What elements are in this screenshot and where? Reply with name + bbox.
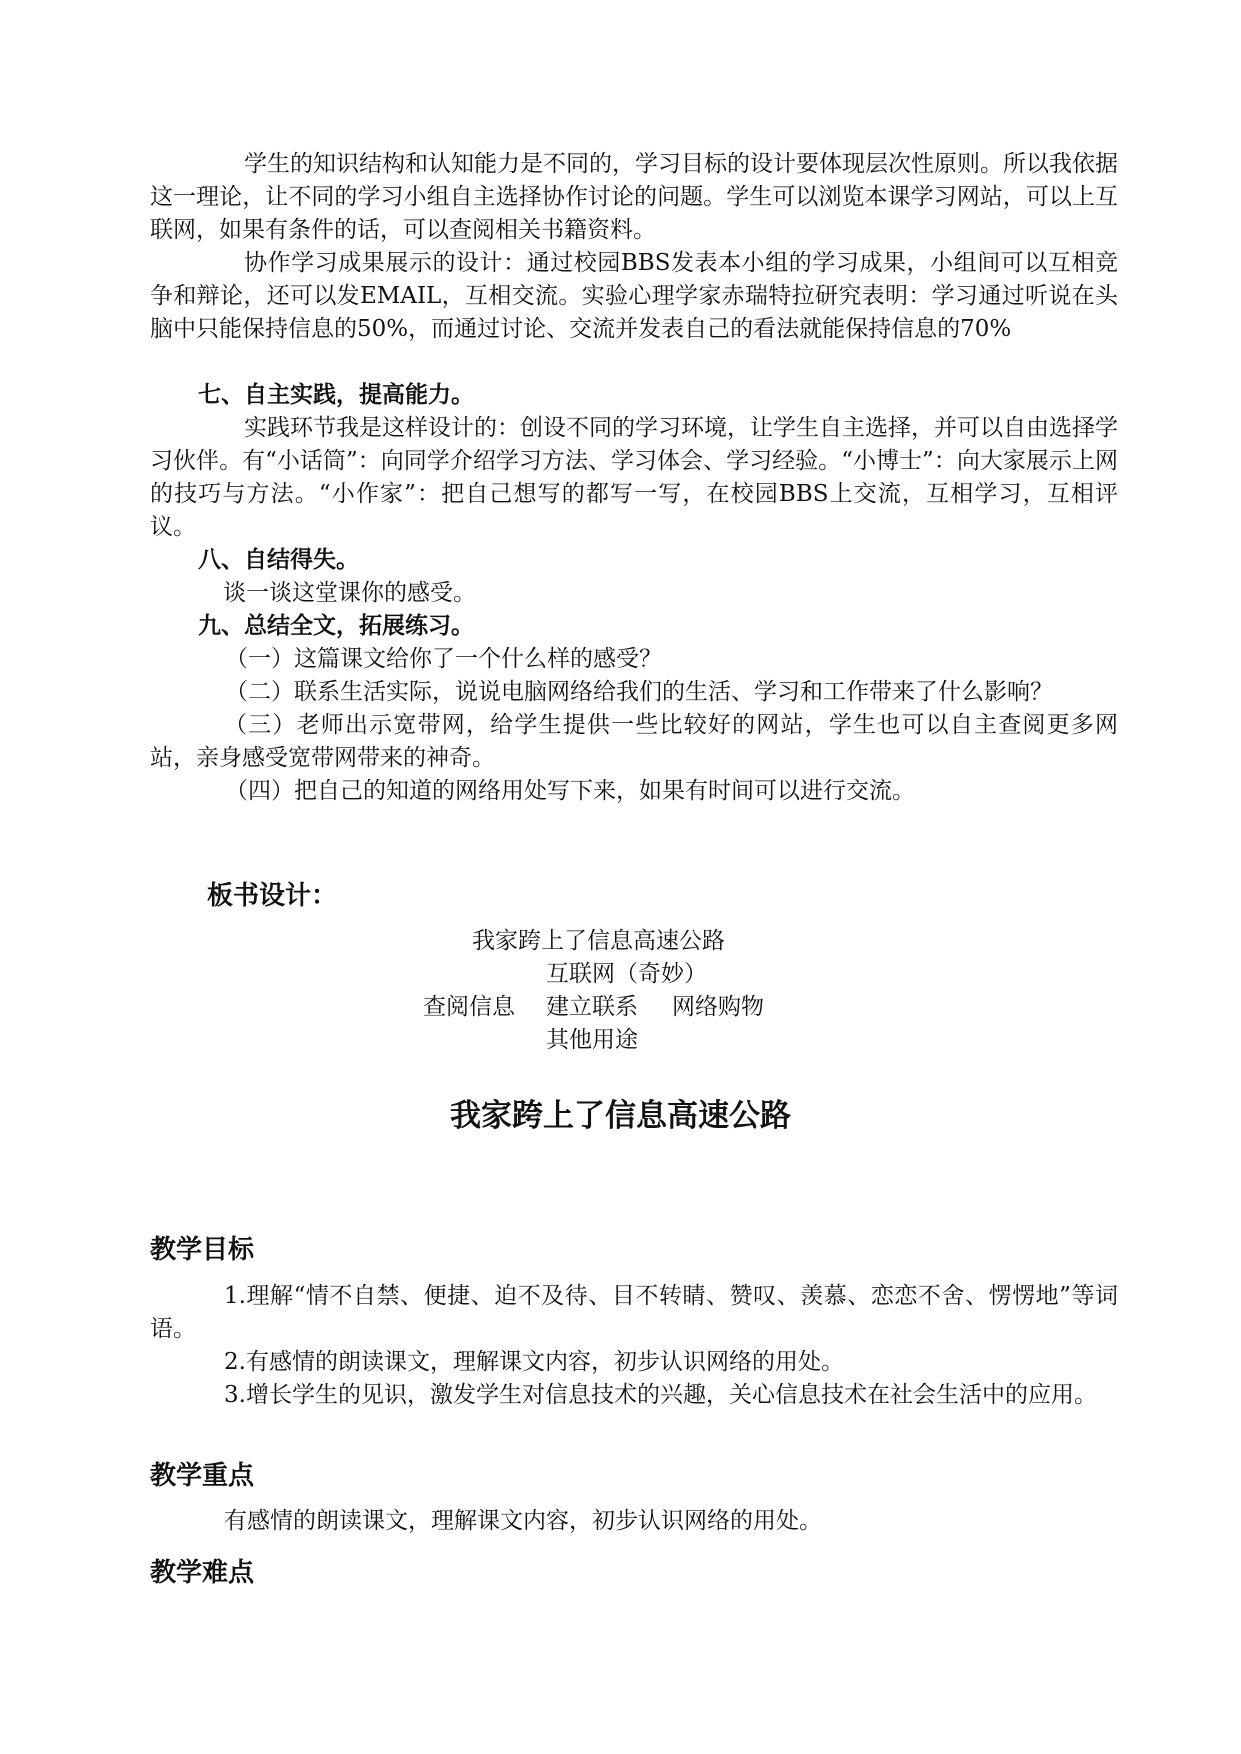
question-four: （四）把自己的知道的网络用处写下来，如果有时间可以进行交流。 bbox=[225, 778, 915, 804]
board-item-connect: 建立联系 bbox=[546, 994, 638, 1020]
lesson-title: 我家跨上了信息高速公路 bbox=[450, 1098, 791, 1134]
section-heading-seven: 七、自主实践，提高能力。 bbox=[198, 382, 474, 408]
section-heading-eight: 八、自结得失。 bbox=[198, 547, 359, 573]
question-two: （二）联系生活实际，说说电脑网络给我们的生活、学习和工作带来了什么影响？ bbox=[225, 679, 1053, 705]
question-three: （三）老师出示宽带网，给学生提供一些比较好的网站，学生也可以自主查阅更多网站，亲身感受宽带网带来的神奇。 bbox=[150, 712, 1118, 771]
board-design-heading: 板书设计： bbox=[207, 881, 338, 911]
paragraph-learning-goals-design: 学生的知识结构和认知能力是不同的，学习目标的设计要体现层次性原则。所以我依据这一理论，让不同的学习小组自主选择协作讨论的问题。学生可以浏览本课学习网站，可以上互联网，如果有条件的话，可以查阅相关书籍资料。 bbox=[150, 151, 1118, 243]
board-item-shopping: 网络购物 bbox=[672, 994, 764, 1020]
teaching-key-heading: 教学重点 bbox=[150, 1461, 255, 1491]
teaching-key-text: 有感情的朗读课文，理解课文内容，初步认识网络的用处。 bbox=[224, 1508, 822, 1534]
board-item-search-info: 查阅信息 bbox=[423, 994, 515, 1020]
question-one: （一）这篇课文给你了一个什么样的感受？ bbox=[225, 646, 662, 672]
paragraph-collaboration-display: 协作学习成果展示的设计：通过校园BBS发表本小组的学习成果，小组间可以互相竞争和辩论，还可以发EMAIL，互相交流。实验心理学家赤瑞特拉研究表明：学习通过听说在头脑中只能保持信息的50%，而通过讨论、交流并发表自己的看法就能保持信息的70% bbox=[150, 250, 1118, 342]
goal-one: 1.理解“情不自禁、便捷、迫不及待、目不转睛、赞叹、羡慕、恋恋不舍、愣愣地”等词语。 bbox=[150, 1283, 1118, 1342]
goal-three: 3.增长学生的见识，激发学生对信息技术的兴趣，关心信息技术在社会生活中的应用。 bbox=[224, 1382, 1097, 1408]
section-heading-nine: 九、总结全文，拓展练习。 bbox=[198, 613, 474, 639]
teaching-goals-heading: 教学目标 bbox=[150, 1235, 255, 1265]
board-line-internet: 互联网（奇妙） bbox=[546, 961, 707, 987]
goal-two: 2.有感情的朗读课文，理解课文内容，初步认识网络的用处。 bbox=[224, 1349, 844, 1375]
teaching-difficulty-heading: 教学难点 bbox=[150, 1558, 255, 1588]
board-line-other-uses: 其他用途 bbox=[546, 1027, 638, 1053]
paragraph-practice-design: 实践环节我是这样设计的：创设不同的学习环境，让学生自主选择，并可以自由选择学习伙伴。有“小话筒”：向同学介绍学习方法、学习体会、学习经验。“小博士”：向大家展示上网的技巧与方法。“小作家”：把自己想写的都写一写，在校园BBS上交流，互相学习，互相评议。 bbox=[150, 415, 1118, 540]
paragraph-reflection: 谈一谈这堂课你的感受。 bbox=[223, 580, 476, 606]
board-line-title: 我家跨上了信息高速公路 bbox=[472, 928, 725, 954]
